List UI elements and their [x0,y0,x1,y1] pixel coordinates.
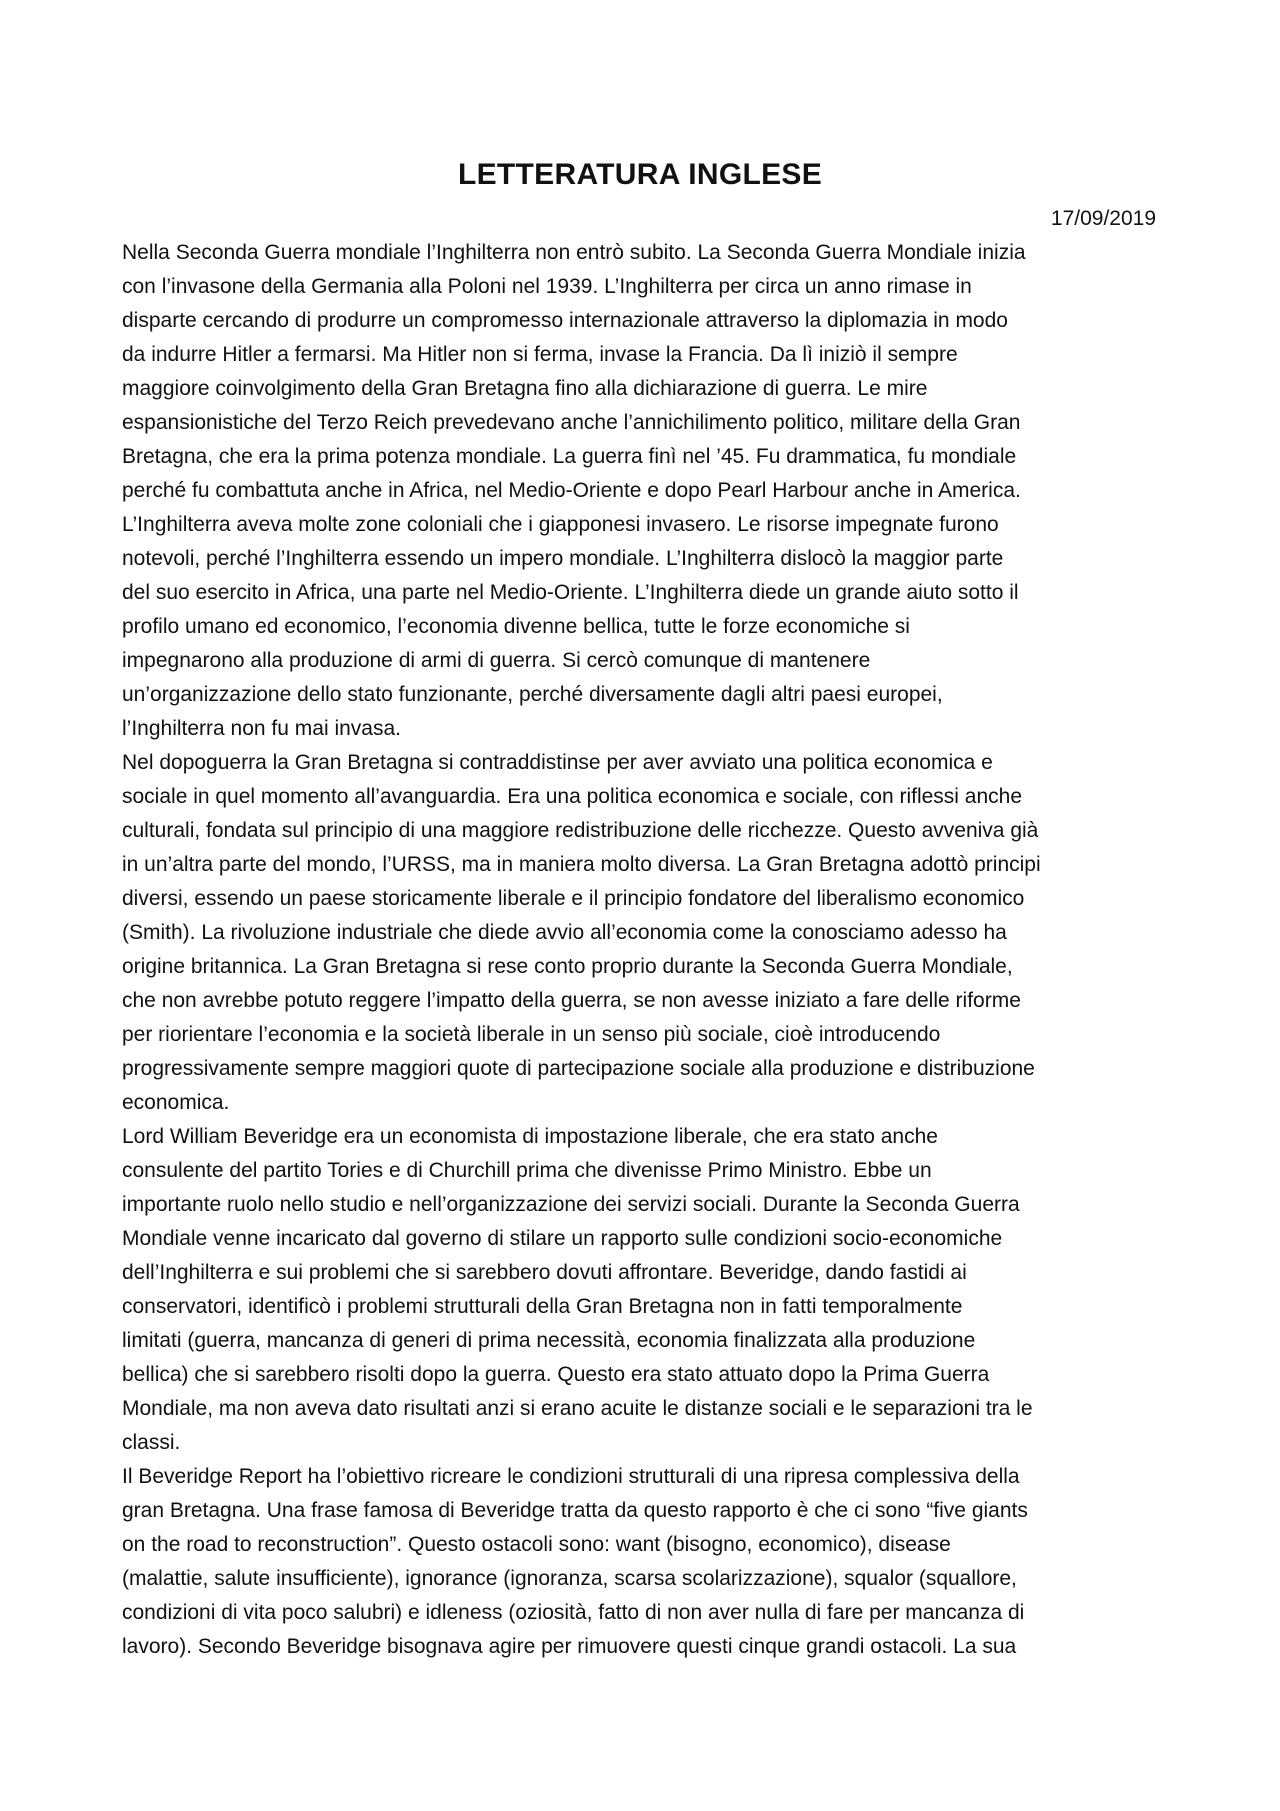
text-line: lavoro). Secondo Beveridge bisognava agire per rimuovere questi cinque grandi ostacoli. La sua [122,1635,1017,1658]
text-line: conservatori, identificò i problemi strutturali della Gran Bretagna non in fatti temporalmente [122,1295,963,1318]
text-line: Nella Seconda Guerra mondiale l’Inghilterra non entrò subito. La Seconda Guerra Mondiale inizia [122,241,1026,264]
text-line: espansionistiche del Terzo Reich prevedevano anche l’annichilimento politico, militare della Gran [122,411,1021,434]
text-line: (Smith). La rivoluzione industriale che diede avvio all’economia come la conosciamo adesso ha [122,921,1007,944]
text-line: consulente del partito Tories e di Churchill prima che divenisse Primo Ministro. Ebbe un [122,1159,932,1182]
text-line: condizioni di vita poco salubri) e idleness (oziosità, fatto di non aver nulla di fare per mancanza di [122,1601,1025,1624]
text-line: disparte cercando di produrre un compromesso internazionale attraverso la diplomazia in modo [122,309,1008,332]
text-line: l’Inghilterra non fu mai invasa. [122,717,401,740]
text-line: importante ruolo nello studio e nell’organizzazione dei servizi sociali. Durante la Seconda Guerra [122,1193,1020,1216]
text-line: in un’altra parte del mondo, l’URSS, ma in maniera molto diversa. La Gran Bretagna adottò principi [122,853,1041,876]
text-line: gran Bretagna. Una frase famosa di Beveridge tratta da questo rapporto è che ci sono “five giants [122,1499,1028,1522]
paragraph [122,746,1162,1120]
text-line: maggiore coinvolgimento della Gran Bretagna fino alla dichiarazione di guerra. Le mire [122,377,928,400]
document-body [122,236,1162,1664]
text-line: con l’invasone della Germania alla Poloni nel 1939. L’Inghilterra per circa un anno rimase in [122,275,972,298]
text-line: impegnarono alla produzione di armi di guerra. Si cercò comunque di mantenere [122,649,871,672]
text-line: per riorientare l’economia e la società liberale in un senso più sociale, cioè introducendo [122,1023,941,1046]
text-line: bellica) che si sarebbero risolti dopo la guerra. Questo era stato attuato dopo la Prima Guerra [122,1363,990,1386]
text-line: da indurre Hitler a fermarsi. Ma Hitler non si ferma, invase la Francia. Da lì iniziò il sempre [122,343,958,366]
text-line: dell’Inghilterra e sui problemi che si sarebbero dovuti affrontare. Beveridge, dando fastidi ai [122,1261,967,1284]
text-line: Lord William Beveridge era un economista di impostazione liberale, che era stato anche [122,1125,938,1148]
paragraph [122,1120,1162,1460]
text-line: perché fu combattuta anche in Africa, nel Medio-Oriente e dopo Pearl Harbour anche in America. [122,479,1021,502]
text-line: L’Inghilterra aveva molte zone coloniali che i giapponesi invasero. Le risorse impegnate furono [122,513,999,536]
text-line: un’organizzazione dello stato funzionante, perché diversamente dagli altri paesi europei, [122,683,943,706]
text-line: che non avrebbe potuto reggere l’impatto della guerra, se non avesse iniziato a fare delle riforme [122,989,1021,1012]
paragraph [122,236,1162,746]
text-line: Mondiale venne incaricato dal governo di stilare un rapporto sulle condizioni socio-economiche [122,1227,1003,1250]
document-title: LETTERATURA INGLESE [457,158,823,191]
text-line: notevoli, perché l’Inghilterra essendo un impero mondiale. L’Inghilterra dislocò la maggior parte [122,547,1004,570]
text-line: classi. [122,1431,181,1454]
text-line: limitati (guerra, mancanza di generi di prima necessità, economia finalizzata alla produzione [122,1329,976,1352]
text-line: progressivamente sempre maggiori quote di partecipazione sociale alla produzione e distribuzione [122,1057,1035,1080]
text-line: (malattie, salute insufficiente), ignorance (ignoranza, scarsa scolarizzazione), squalor (squallore, [122,1567,1017,1590]
text-line: Bretagna, che era la prima potenza mondiale. La guerra finì nel ’45. Fu drammatica, fu mondiale [122,445,1017,468]
text-line: Il Beveridge Report ha l’obiettivo ricreare le condizioni strutturali di una ripresa complessiva della [122,1465,1020,1488]
text-line: culturali, fondata sul principio di una maggiore redistribuzione delle ricchezze. Questo avveniva già [122,819,1039,842]
paragraph [122,1460,1162,1664]
text-line: diversi, essendo un paese storicamente liberale e il principio fondatore del liberalismo economico [122,887,1025,910]
text-line: Nel dopoguerra la Gran Bretagna si contraddistinse per aver avviato una politica economica e [122,751,993,774]
text-line: del suo esercito in Africa, una parte nel Medio-Oriente. L’Inghilterra diede un grande aiuto sotto il [122,581,1019,604]
document-date: 17/09/2019 [1050,207,1156,230]
text-line: origine britannica. La Gran Bretagna si rese conto proprio durante la Seconda Guerra Mondiale, [122,955,1013,978]
text-line: sociale in quel momento all’avanguardia. Era una politica economica e sociale, con riflessi anche [122,785,1023,808]
text-line: economica. [122,1091,230,1114]
text-line: profilo umano ed economico, l’economia divenne bellica, tutte le forze economiche si [122,615,910,638]
text-line: Mondiale, ma non aveva dato risultati anzi si erano acuite le distanze sociali e le separazioni tra le [122,1397,1033,1420]
text-line: on the road to reconstruction”. Questo ostacoli sono: want (bisogno, economico), disease [122,1533,951,1556]
